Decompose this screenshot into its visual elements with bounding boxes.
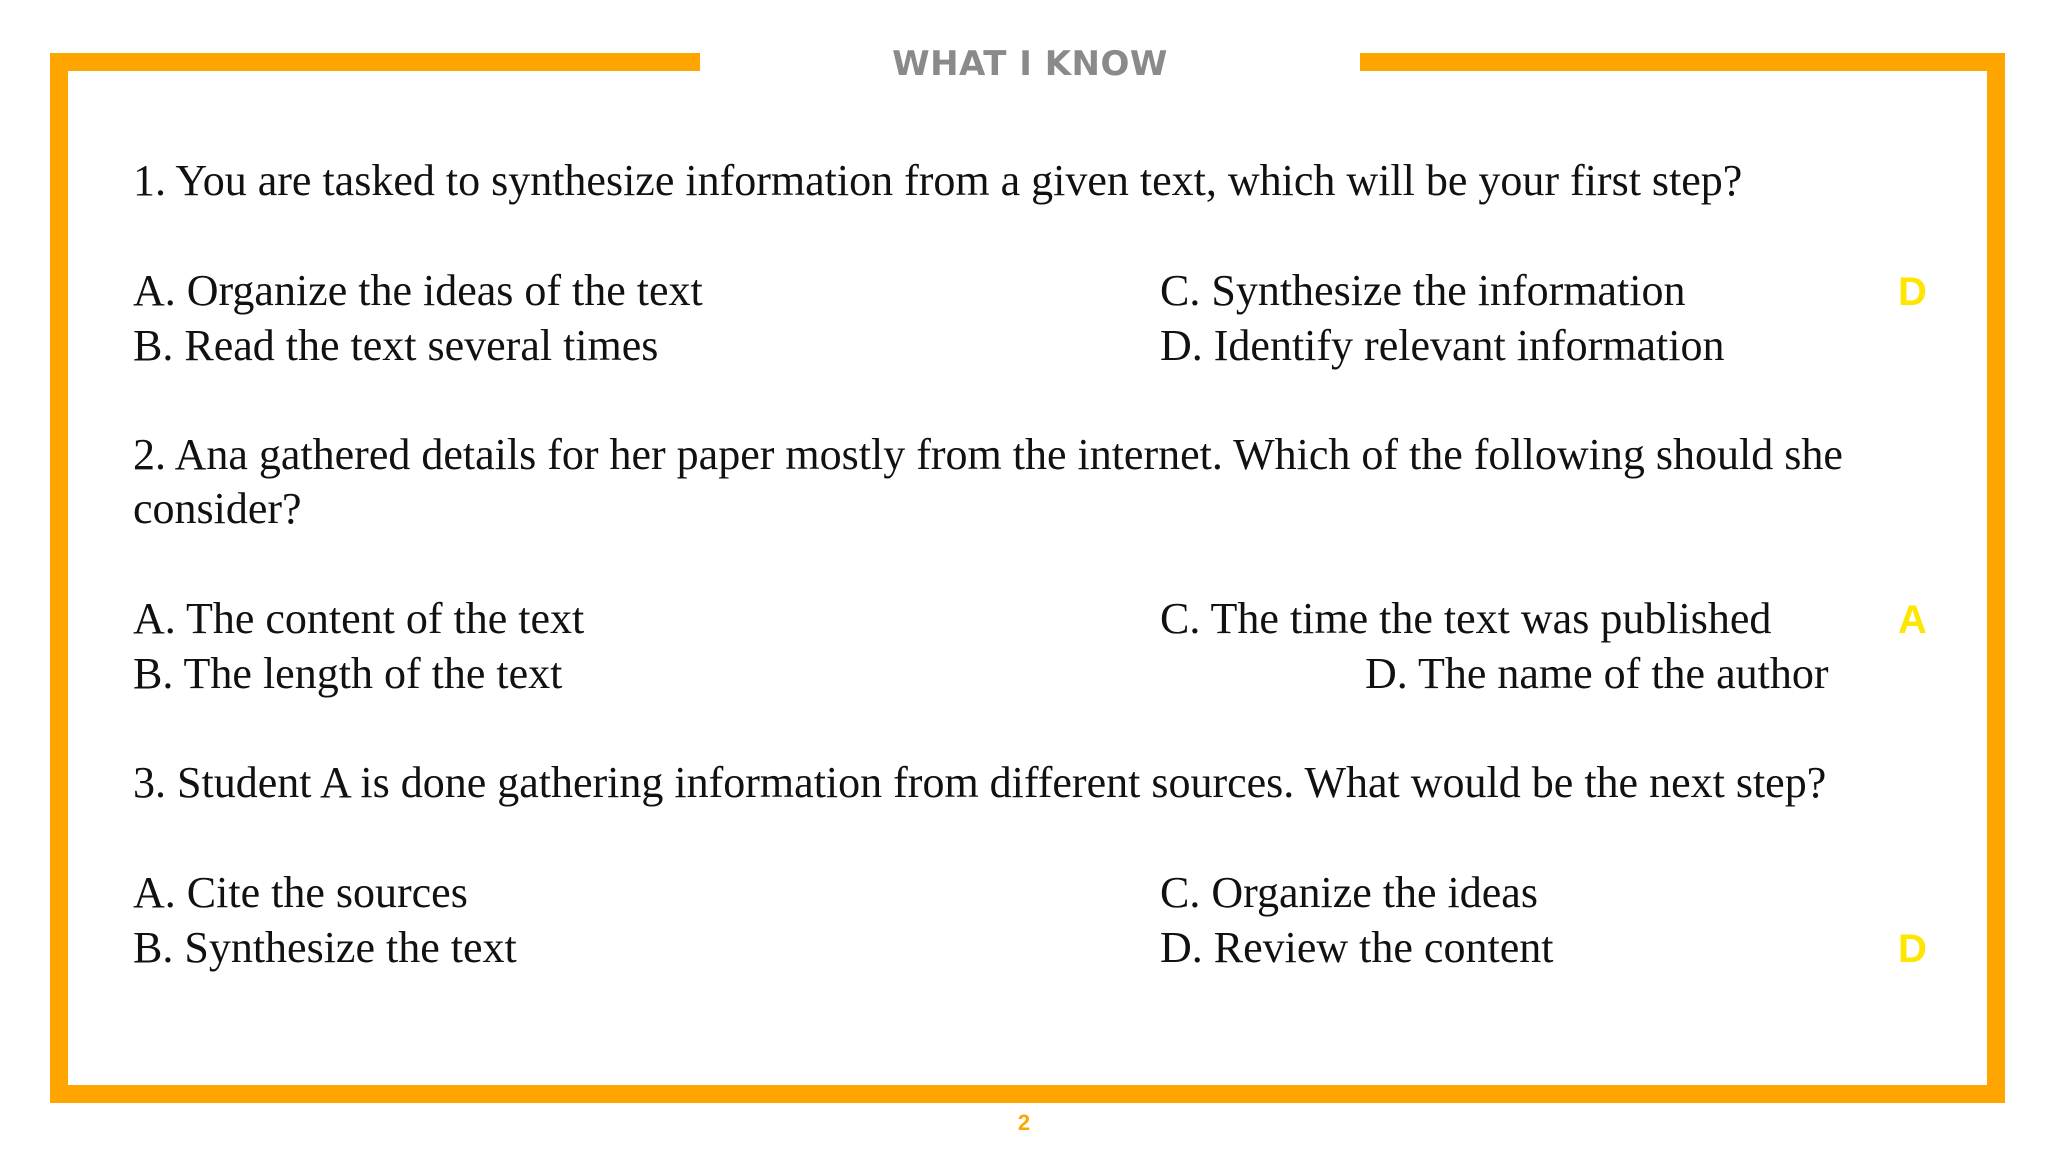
question-2-answer: A [1898,598,1927,642]
question-3-answer: D [1898,927,1927,971]
question-3-option-b: B. Synthesize the text [133,923,517,972]
frame-right-bar [1987,53,2005,1103]
question-3-option-d: D. Review the content [1160,923,1554,972]
question-1-text: 1. You are tasked to synthesize information from a given text, which will be your first step? [133,156,1743,205]
question-2-option-c: C. The time the text was published [1160,594,1772,643]
question-1-option-d: D. Identify relevant information [1160,321,1725,370]
question-1-option-c: C. Synthesize the information [1160,266,1686,315]
question-2-text-line-2: consider? [133,484,302,533]
question-2-text-line-1: 2. Ana gathered details for her paper mostly from the internet. Which of the following should she [133,430,1843,479]
question-1-option-a: A. Organize the ideas of the text [133,266,703,315]
page-number: 2 [1017,1110,1031,1135]
frame-left-bar [50,53,68,1103]
frame-top-left-bar [50,53,700,71]
frame-bottom-bar [50,1085,2005,1103]
question-3-text: 3. Student A is done gathering information from different sources. What would be the next step? [133,758,1827,807]
question-1-option-b: B. Read the text several times [133,321,659,370]
question-3-option-a: A. Cite the sources [133,868,468,917]
question-3-option-c: C. Organize the ideas [1160,868,1538,917]
question-2-option-d: D. The name of the author [1365,649,1829,698]
question-2-option-a: A. The content of the text [133,594,585,643]
frame-top-right-bar [1360,53,2005,71]
slide-title: WHAT I KNOW [892,44,1168,84]
question-2-option-b: B. The length of the text [133,649,563,698]
question-1-answer: D [1898,270,1927,314]
